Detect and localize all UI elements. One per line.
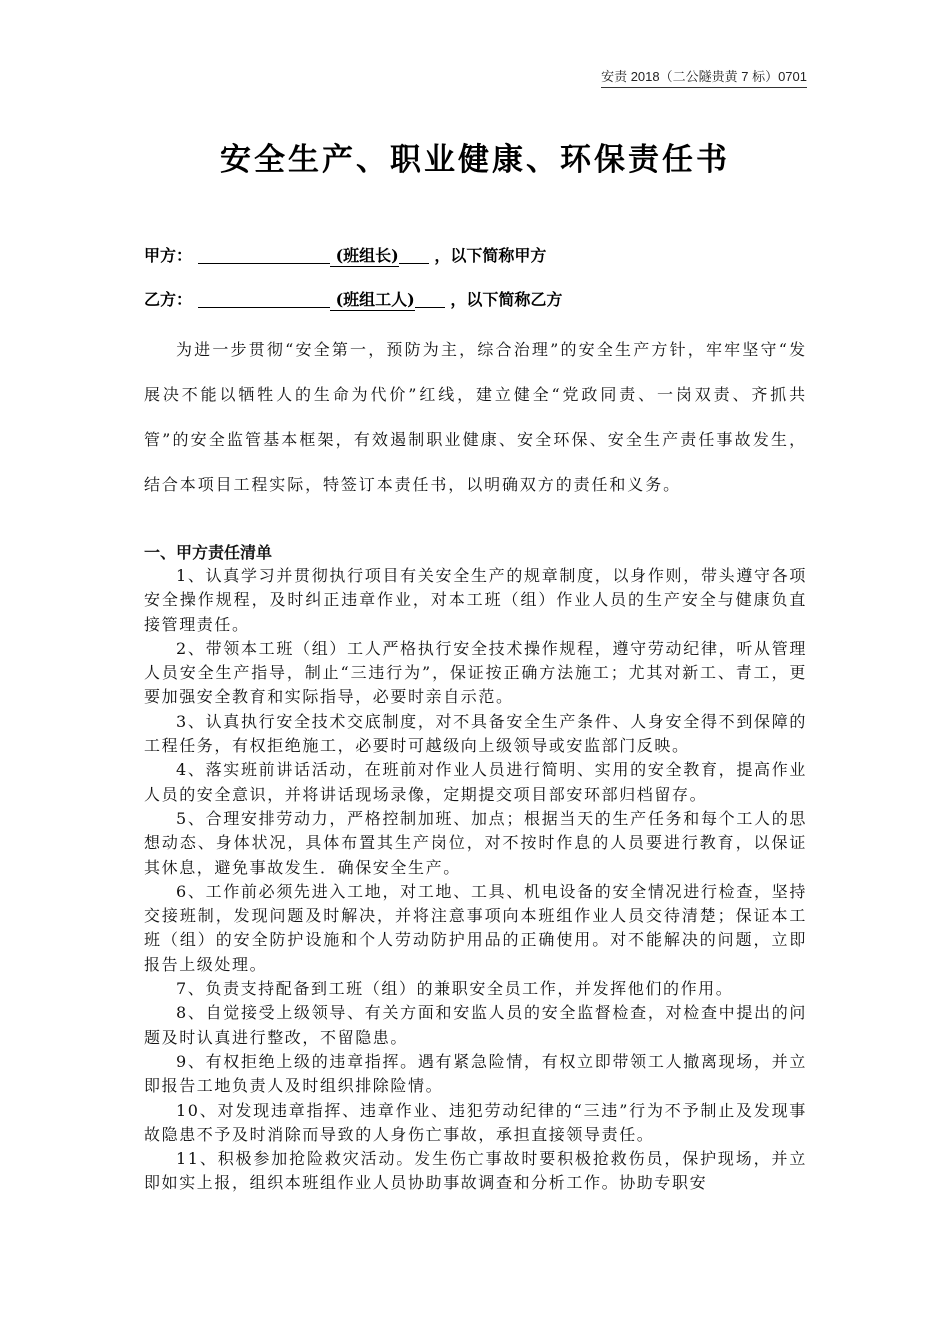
section-a-heading: 一、甲方责任清单 bbox=[144, 543, 273, 562]
party-b-line bbox=[144, 287, 562, 311]
section-a-item: 1、认真学习并贯彻执行项目有关安全生产的规章制度，以身作则，带头遵守各项安全操作规程，及时纠正违章作业，对本工班（组）作业人员的生产安全与健康负直接管理责任。 bbox=[144, 566, 807, 634]
section-a-item: 10、对发现违章指挥、违章作业、违犯劳动纪律的“三违”行为不予制止及发现事故隐患不予及时消除而导致的人身伤亡事故，承担直接领导责任。 bbox=[144, 1100, 807, 1144]
section-a-item: 8、自觉接受上级领导、有关方面和安监人员的安全监督检查，对检查中提出的问题及时认真进行整改，不留隐患。 bbox=[144, 1003, 807, 1047]
section-a-item: 7、负责支持配备到工班（组）的兼职安全员工作，并发挥他们的作用。 bbox=[176, 979, 734, 999]
section-a-item: 2、带领本工班（组）工人严格执行安全技术操作规程，遵守劳动纪律，听从管理人员安全生产指导，制止“三违行为”，保证按正确方法施工；尤其对新工、青工，更要加强安全教育和实际指导，必要时亲自示范。 bbox=[144, 638, 807, 707]
section-a-items bbox=[144, 564, 807, 1196]
section-a-item: 9、有权拒绝上级的违章指挥。遇有紧急险情，有权立即带领工人撤离现场，并立即报告工地负责人及时组织排除险情。 bbox=[144, 1051, 807, 1096]
party-a-label: 甲方： bbox=[144, 246, 193, 265]
party-a-blank-tail bbox=[399, 247, 429, 264]
party-b-label: 乙方： bbox=[144, 290, 193, 309]
party-a-role: (班组长) bbox=[330, 243, 399, 267]
section-a-item: 11、积极参加抢险救灾活动。发生伤亡事故时要积极抢救伤员，保护现场，并立即如实上报，组织本班组作业人员协助事故调查和分析工作。协助专职安 bbox=[144, 1149, 807, 1193]
party-a-name-blank bbox=[198, 247, 330, 264]
party-b-suffix: ，以下简称乙方 bbox=[450, 290, 563, 309]
section-a-item: 5、合理安排劳动力，严格控制加班、加点；根据当天的生产任务和每个工人的思想动态、身体状况，具体布置其生产岗位，对不按时作息的人员要进行教育，以保证其休息，避免事故发生．确保安全生产。 bbox=[144, 808, 807, 877]
document-code: 安责 2018（二公隧贵黄 7 标）0701 bbox=[601, 66, 807, 88]
section-a-item: 4、落实班前讲话活动，在班前对作业人员进行简明、实用的安全教育，提高作业人员的安全意识，并将讲话现场录像，定期提交项目部安环部归档留存。 bbox=[144, 760, 807, 804]
party-a-suffix: ，以下简称甲方 bbox=[434, 246, 547, 265]
party-a-line bbox=[144, 243, 546, 267]
intro-paragraph: 为进一步贯彻“安全第一，预防为主，综合治理”的安全生产方针，牢牢坚守“发展决不能以牺牲人的生命为代价”红线，建立健全“党政同责、一岗双责、齐抓共管”的安全监管基本框架，有效遏制职业健康、安全环保、安全生产责任事故发生，结合本项目工程实际，特签订本责任书，以明确双方的责任和义务。 bbox=[144, 340, 807, 494]
party-b-role: (班组工人) bbox=[330, 287, 415, 311]
party-b-name-blank bbox=[198, 291, 330, 308]
section-a-item: 6、工作前必须先进入工地，对工地、工具、机电设备的安全情况进行检查，坚持交接班制，发现问题及时解决，并将注意事项向本班组作业人员交待清楚；保证本工班（组）的安全防护设施和个人劳动防护用品的正确使用。对不能解决的问题，立即报告上级处理。 bbox=[144, 881, 807, 974]
party-b-blank-tail bbox=[415, 291, 445, 308]
document-title: 安全生产、职业健康、环保责任书 bbox=[220, 142, 730, 178]
section-a-item: 3、认真执行安全技术交底制度，对不具备安全生产条件、人身安全得不到保障的工程任务，有权拒绝施工，必要时可越级向上级领导或安监部门反映。 bbox=[144, 711, 807, 756]
